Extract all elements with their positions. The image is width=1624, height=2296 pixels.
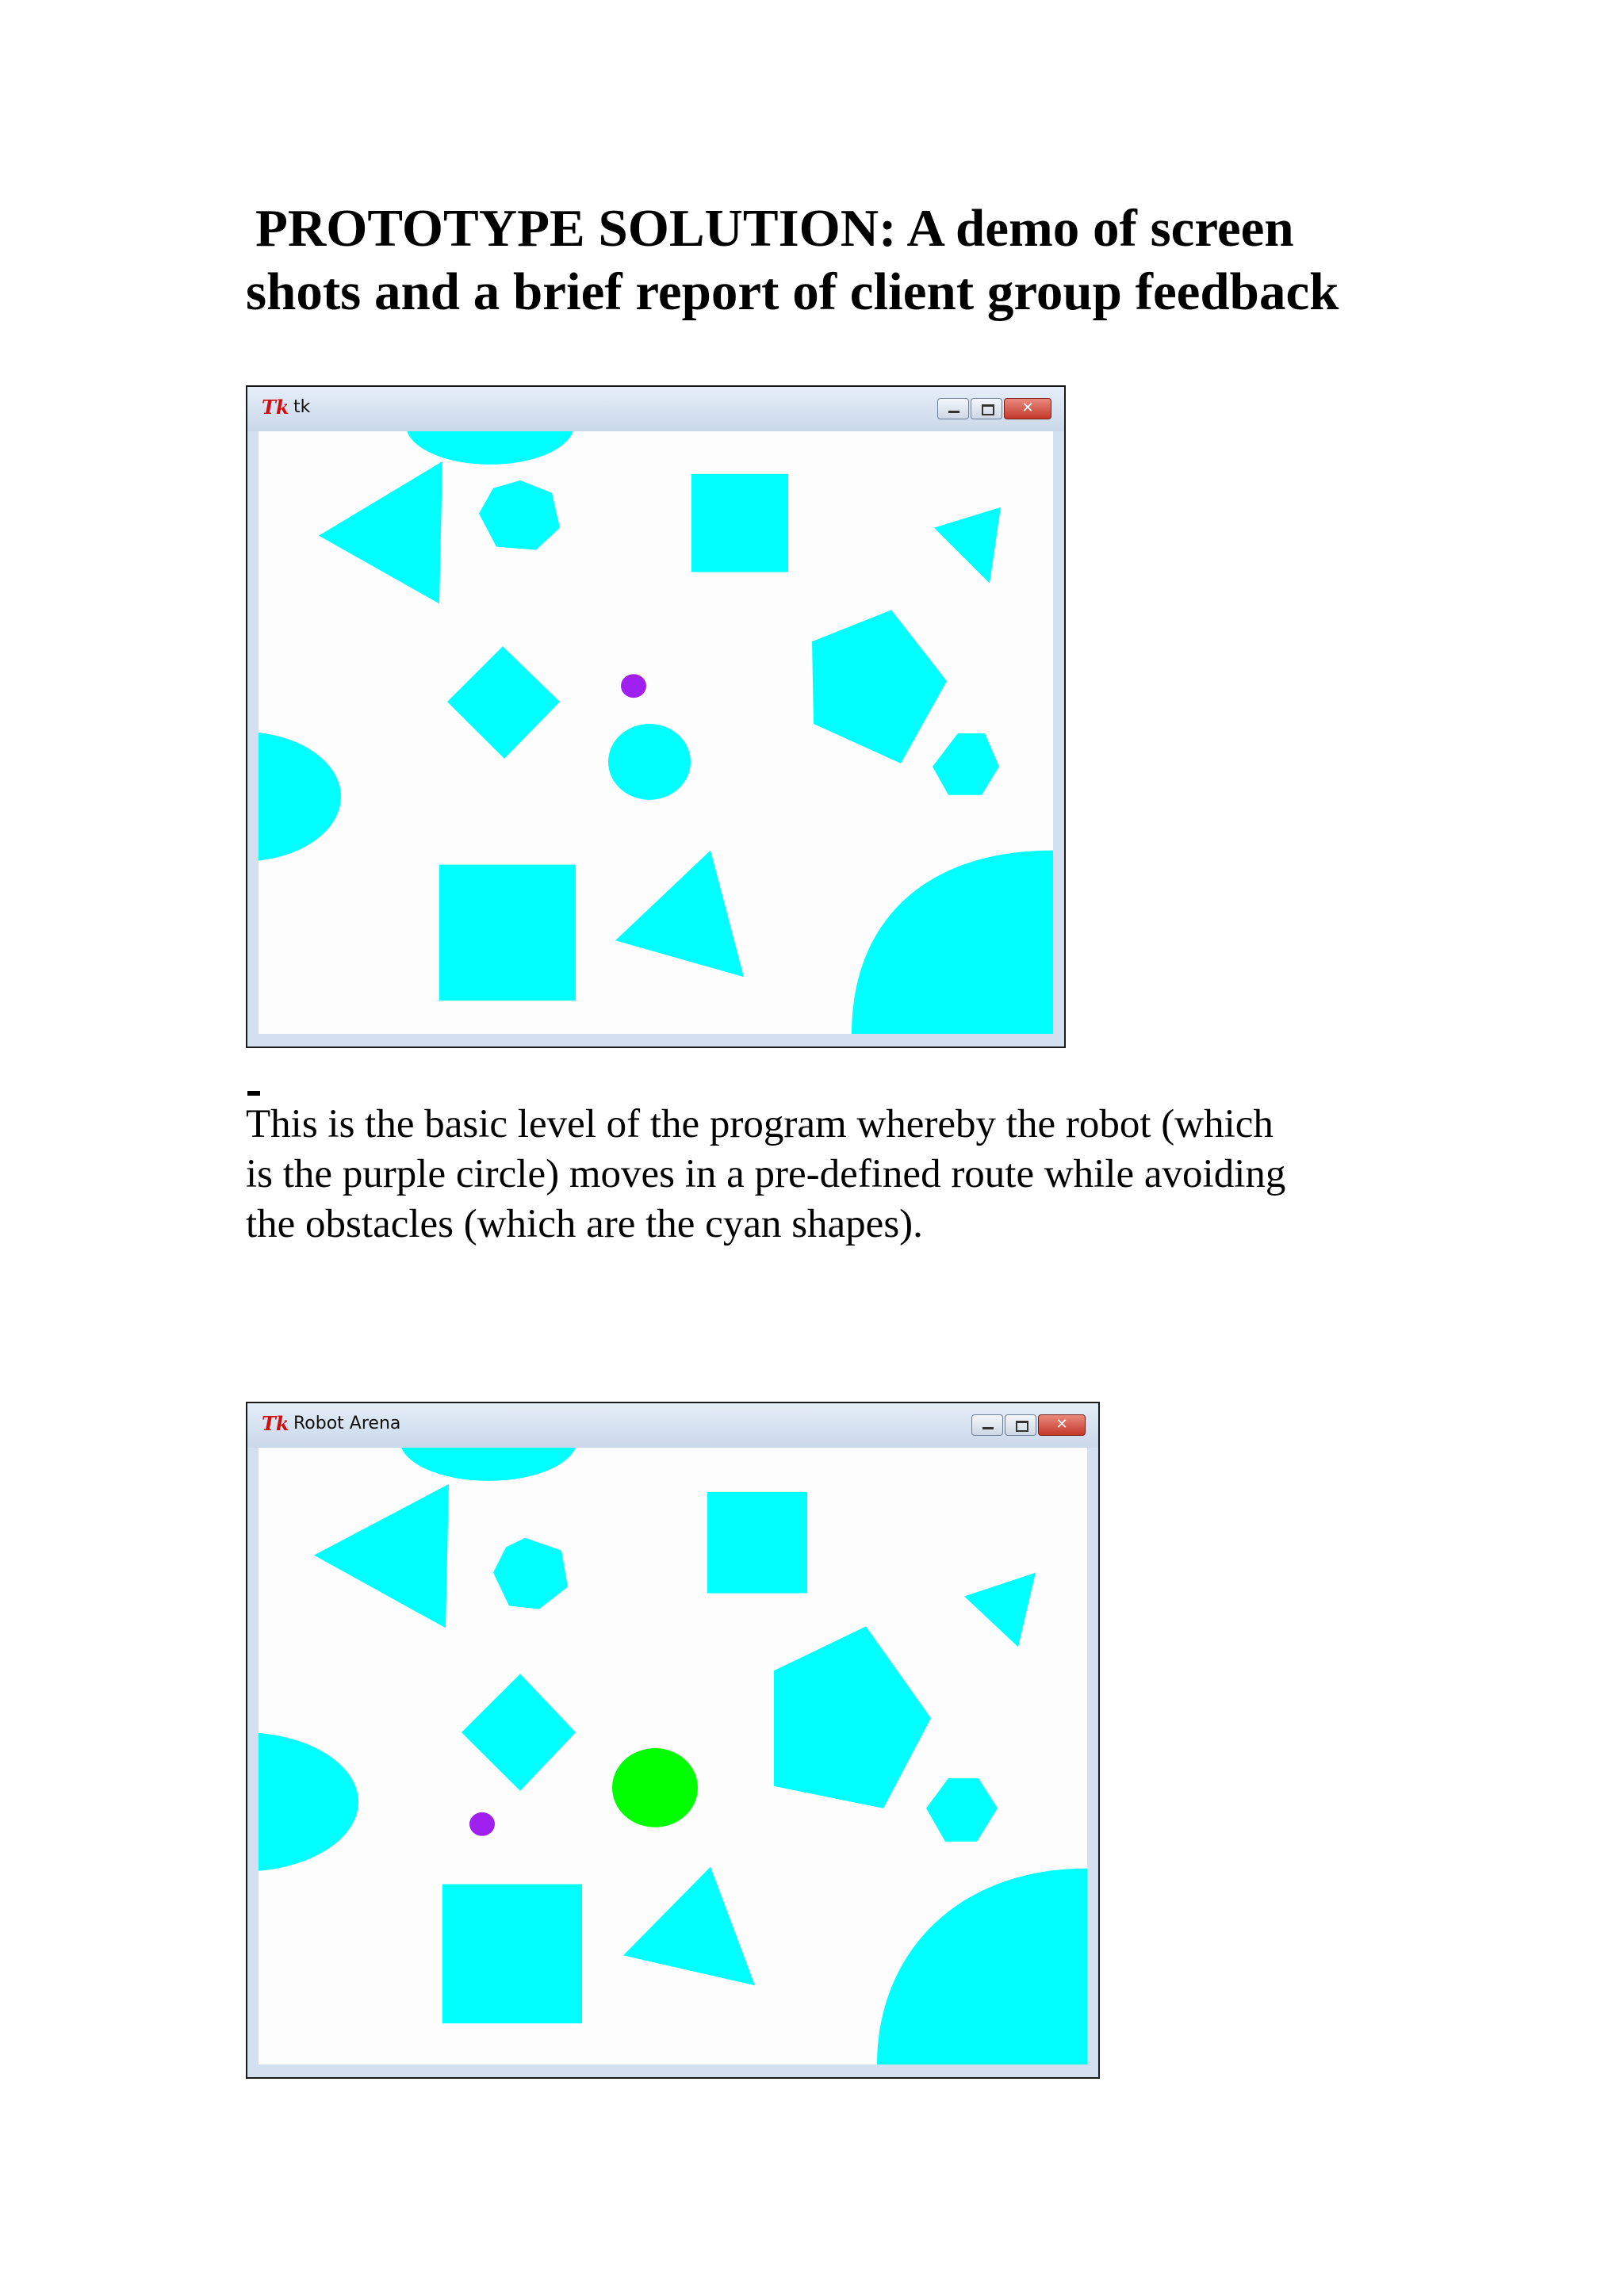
minimize-icon (972, 1415, 1002, 1435)
robot-canvas (259, 431, 1053, 1034)
minimize-button[interactable] (937, 398, 969, 419)
title-line-2: shots and a brief report of client group feedback (246, 262, 1339, 321)
robot-arena-window-screenshot (246, 1402, 1100, 2079)
paragraph-line-2: is the purple circle) moves in a pre-defined route while avoiding (246, 1152, 1286, 1196)
obstacle-heptagon (493, 1538, 568, 1609)
obstacle-pentagon (774, 1626, 931, 1808)
maximize-icon (1005, 1415, 1036, 1435)
robot-arena-canvas (259, 1448, 1087, 2064)
maximize-button[interactable] (1005, 1414, 1036, 1436)
obstacle-heptagon (479, 480, 560, 550)
paragraph-line-1: This is the basic level of the program whereby the robot (which (246, 1102, 1274, 1146)
obstacle-half-circle-left (259, 1732, 358, 1872)
target-green-circle (612, 1748, 698, 1827)
close-icon: ✕ (1021, 400, 1034, 416)
description-paragraph (246, 1100, 1451, 1249)
bullet-mark (247, 1091, 260, 1096)
minimize-button[interactable] (971, 1414, 1003, 1436)
obstacle-triangle-left (314, 1484, 449, 1628)
window-title: Robot Arena (293, 1414, 401, 1433)
obstacle-quarter-circle (877, 1869, 1087, 2064)
close-button[interactable] (1038, 1414, 1086, 1436)
obstacle-diamond (462, 1674, 576, 1791)
minimize-icon (938, 399, 968, 419)
close-button[interactable] (1004, 398, 1051, 419)
tk-window-screenshot (246, 385, 1066, 1048)
obstacle-triangle-right (964, 1573, 1036, 1647)
obstacle-pentagon (812, 610, 947, 763)
obstacle-square-bottom (442, 1885, 582, 2024)
obstacle-half-circle-left (259, 732, 341, 862)
tk-feather-icon: Tk (262, 1412, 289, 1435)
tk-feather-icon: Tk (262, 396, 289, 419)
obstacle-square-top (707, 1492, 807, 1594)
obstacle-triangle-right (934, 507, 1001, 584)
window-controls (970, 1414, 1086, 1436)
maximize-icon (971, 399, 1002, 419)
obstacle-square-bottom (439, 865, 576, 1001)
window-controls (936, 398, 1051, 419)
obstacle-hexagon (926, 1778, 998, 1842)
arena-drawing (259, 1448, 1087, 2064)
obstacle-triangle-bottom (623, 1867, 755, 1986)
obstacle-circle-center (608, 724, 691, 800)
obstacle-quarter-circle (852, 851, 1053, 1034)
robot-purple-circle (469, 1812, 495, 1836)
obstacle-hexagon (933, 733, 999, 795)
window-title: tk (293, 397, 311, 417)
obstacle-triangle-bottom (615, 851, 744, 978)
obstacle-half-ellipse-top (400, 1448, 577, 1481)
paragraph-line-3: the obstacles (which are the cyan shapes). (246, 1202, 923, 1246)
close-icon: ✕ (1055, 1416, 1068, 1433)
obstacle-triangle-left (319, 461, 442, 604)
page-title (246, 197, 1435, 323)
arena-drawing (259, 431, 1053, 1034)
window-titlebar[interactable] (247, 387, 1064, 431)
robot-purple-circle (621, 674, 646, 698)
obstacle-diamond (447, 646, 560, 759)
maximize-button[interactable] (971, 398, 1002, 419)
obstacle-half-ellipse-top (406, 431, 574, 465)
window-titlebar[interactable] (247, 1403, 1098, 1448)
obstacle-square-top (691, 474, 788, 572)
title-line-1: PROTOTYPE SOLUTION: A demo of screen (255, 199, 1294, 258)
